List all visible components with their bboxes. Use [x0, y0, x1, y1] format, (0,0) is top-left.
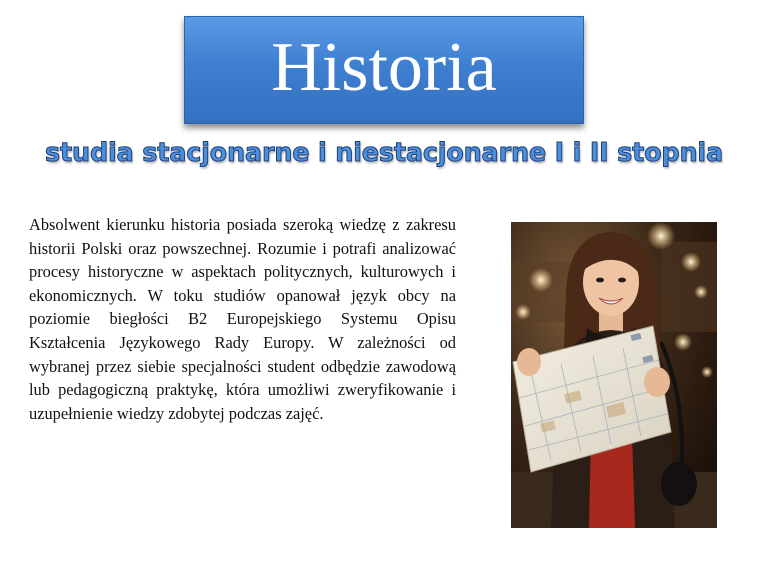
body-paragraph: Absolwent kierunku historia posiada szeroką wiedzę z zakresu historii Polski oraz powszechnej. Rozumie i potrafi analizować procesy historyczne w aspektach politycznych, kulturowych i ekonomicznych. W toku studiów opanował język obcy na poziomie biegłości B2 Europejskiego Systemu Opisu Kształcenia Językowego Rady Europy. W zależności od wybranej przez siebie specjalności student odbędzie zawodową lub pedagogiczną praktykę, która umożliwi zweryfikowanie i uzupełnienie wiedzy zdobytej podczas zajęć. — [29, 215, 456, 423]
title-banner — [184, 16, 584, 124]
slide-title: Historia — [271, 29, 497, 106]
student-photo — [511, 222, 717, 528]
slide-subtitle: studia stacjonarne i niestacjonarne I i II stopnia — [45, 138, 723, 168]
